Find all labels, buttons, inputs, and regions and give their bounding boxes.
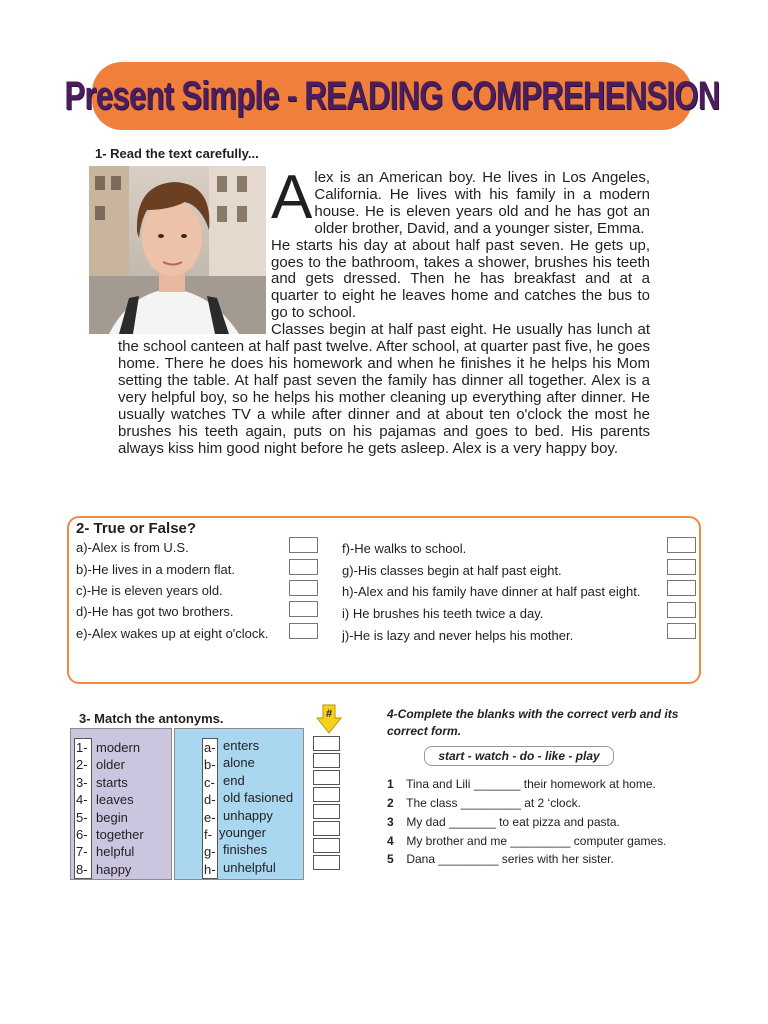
title-banner [64,62,720,130]
hash-label: # [325,708,333,720]
match-answer-box[interactable] [313,821,340,836]
tf-answer-box[interactable] [289,537,318,553]
antonym-word: begin [96,809,128,825]
antonyms-left-column [70,728,172,880]
section3-heading: 3- Match the antonyms. [79,711,224,726]
match-answer-box[interactable] [313,753,340,768]
antonym-word: modern [96,740,141,755]
item-letter: e- [204,809,216,825]
sentence-number: 5 [387,852,394,866]
hash-arrow-icon [316,704,342,734]
item-letter: c- [204,774,215,790]
tf-answer-box[interactable] [667,580,696,596]
fill-blank-sentence [387,815,620,829]
fill-blank-sentence [387,796,581,810]
antonym-word: younger [219,825,266,840]
fill-blank-sentence [387,834,667,848]
item-number: 4- [76,792,88,808]
tf-answer-box[interactable] [667,602,696,618]
match-answer-box[interactable] [313,770,340,785]
sentence-text: My dad _______ to eat pizza and pasta. [406,815,620,829]
sentence-number: 3 [387,815,394,829]
number-column [74,738,92,879]
antonym-word: starts [96,774,128,790]
antonym-word: leaves [96,792,134,808]
match-answer-box[interactable] [313,838,340,853]
reading-paragraph: He starts his day at about half past seven. He gets up, goes to the bathroom, takes a shower, brushes his teeth and gets dressed. Then he has breakfast and at a quarter to eight he leaves home and catches the bus to go to school. [271,236,650,322]
tf-answer-box[interactable] [667,623,696,639]
antonym-word: enters [223,738,260,753]
antonym-word: happy [96,861,132,877]
item-letter: f- [204,826,212,842]
item-number: 2- [76,757,88,773]
reading-paragraph: lex is an American boy. He lives in Los Angeles, California. He lives with his family in a modern house. He is eleven years old and he has got an older brother, David, and a younger sister, Emma. [314,169,650,237]
reading-text [118,163,650,457]
tf-statement: b)-He lives in a modern flat. [76,562,235,577]
item-letter: a- [204,740,216,755]
antonym-word: unhelpful [223,859,276,875]
tf-answer-box[interactable] [667,537,696,553]
antonyms-right-column [174,728,304,880]
item-letter: g- [204,844,216,860]
item-letter: d- [204,792,216,808]
fill-blank-sentence [387,777,656,791]
sentence-number: 4 [387,834,394,848]
antonym-word: helpful [96,844,135,860]
tf-statement: d)-He has got two brothers. [76,604,234,619]
page-title: Present Simple - READING COMPREHENSION [64,73,720,118]
item-number: 8- [76,861,88,877]
section1-heading: 1- Read the text carefully... [95,146,259,161]
tf-statement: a)-Alex is from U.S. [76,540,189,555]
section4-heading: 4-Complete the blanks with the correct verb and its correct form. [387,707,679,738]
tf-answer-box[interactable] [289,623,318,639]
sentence-text: Dana _________ series with her sister. [406,852,614,866]
tf-statement: g)-His classes begin at half past eight. [342,563,562,578]
item-number: 5- [76,809,88,825]
item-number: 6- [76,826,88,842]
sentence-text: Tina and Lili _______ their homework at home. [406,777,656,791]
antonym-word: finishes [223,842,268,858]
reading-paragraph: Classes begin at half past eight. He usually has lunch at the school canteen at half past twelve. After school, at quarter past five, he goes home. There he does his homework and when he finishes it he helps his Mom setting the table. At half past seven the family has dinner all together. Alex is a very helpful boy, so he helps his mother cleaning up everything after dinner. He usually watches TV a while after dinner and at about ten o'clock the most he brushes his teeth again, puts on his pajamas and goes to bed. His parents always kiss him good night before he gets asleep. Alex is a very happy boy. [118,321,650,457]
drop-cap: A [271,163,313,232]
item-number: 1- [76,740,88,755]
tf-statement: c)-He is eleven years old. [76,583,223,598]
tf-answer-box[interactable] [667,559,696,575]
true-false-box [67,516,701,684]
match-answer-box[interactable] [313,736,340,751]
match-answer-box[interactable] [313,804,340,819]
antonym-word: end [223,772,245,788]
tf-statement: j)-He is lazy and never helps his mother. [342,628,574,643]
tf-statement: h)-Alex and his family have dinner at half past eight. [342,584,641,599]
sentence-number: 1 [387,777,394,791]
tf-statement: f)-He walks to school. [342,541,467,556]
sentence-text: My brother and me _________ computer games. [406,834,667,848]
tf-statement: e)-Alex wakes up at eight o'clock. [76,626,269,641]
tf-answer-box[interactable] [289,580,318,596]
tf-answer-box[interactable] [289,601,318,617]
item-number: 3- [76,774,88,790]
tf-answer-box[interactable] [289,559,318,575]
match-answer-box[interactable] [313,855,340,870]
item-letter: b- [204,757,216,773]
section2-heading: 2- True or False? [76,520,197,537]
fill-blank-sentence [387,852,614,866]
sentence-number: 2 [387,796,394,810]
antonym-word: alone [223,755,255,771]
sentence-text: The class _________ at 2 ‘clock. [406,796,581,810]
antonym-word: together [96,827,144,842]
antonym-word: old fasioned [223,790,294,806]
item-letter: h- [204,861,216,877]
letter-column [202,738,218,879]
tf-statement: i) He brushes his teeth twice a day. [342,606,544,621]
item-number: 7- [76,844,88,860]
antonym-word: unhappy [223,807,273,823]
verb-bank: start - watch - do - like - play [424,746,614,766]
antonym-word: older [96,757,125,773]
match-answer-box[interactable] [313,787,340,802]
